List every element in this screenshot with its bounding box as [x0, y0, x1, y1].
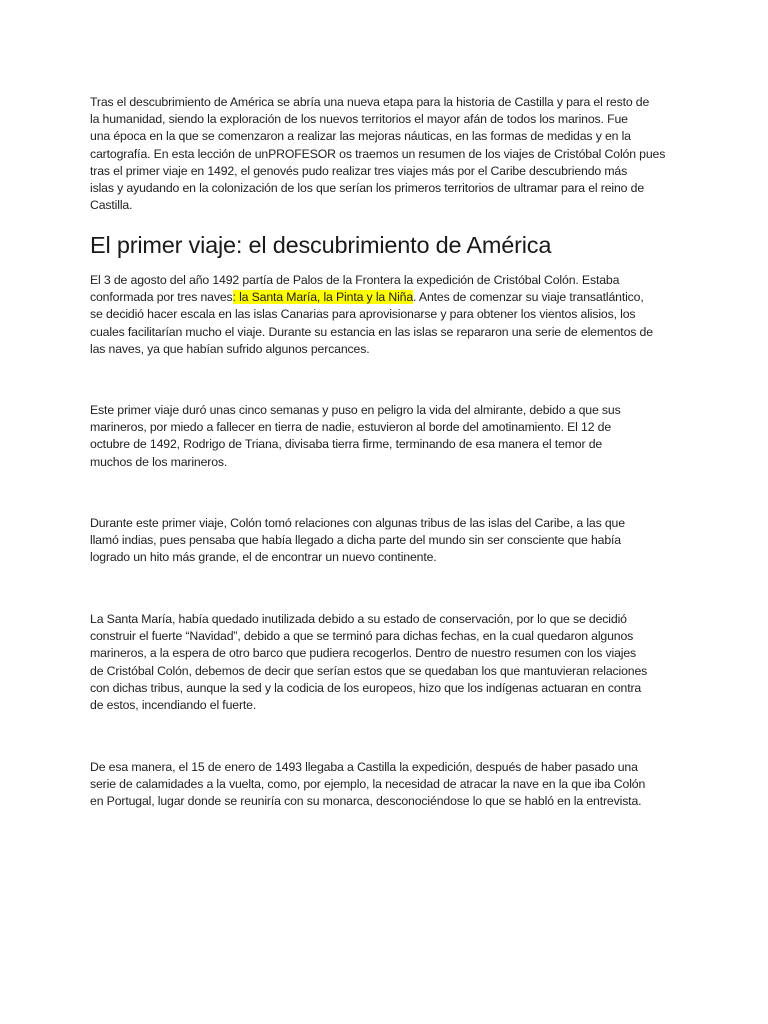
section-heading: El primer viaje: el descubrimiento de América [90, 232, 552, 258]
paragraph-line: islas y ayudando en la colonización de los que serían los primeros territorios de ultramar para el reino de [90, 181, 645, 196]
paragraph-line: construir el fuerte “Navidad”, debido a que se terminó para dichas fechas, en la cual quedaron algunos [90, 629, 634, 644]
paragraph-line: logrado un hito más grande, el de encontrar un nuevo continente. [90, 550, 437, 565]
paragraph-line: La Santa María, había quedado inutilizada debido a su estado de conservación, por lo que se decidió [90, 612, 627, 626]
paragraph-navidad [90, 611, 690, 714]
paragraph-line: octubre de 1492, Rodrigo de Triana, divisaba tierra firme, terminando de esa manera el temor de [90, 437, 603, 452]
paragraph-line: llamó indias, pues pensaba que había llegado a dicha parte del mundo sin ser consciente que había [90, 533, 621, 548]
intro-paragraph [90, 94, 690, 214]
paragraph-line: El 3 de agosto del año 1492 partía de Palos de la Frontera la expedición de Cristóbal Colón. Estaba [90, 273, 620, 287]
paragraph-line: marineros, a la espera de otro barco que pudiera recogerlos. Dentro de nuestro resumen con los viajes [90, 646, 637, 661]
paragraph-line: se decidió hacer escala en las islas Canarias para aprovisionarse y para obtener los vientos alisios, los [90, 307, 636, 322]
paragraph-line: la humanidad, siendo la exploración de los nuevos territorios el mayor afán de todos los marinos. Fue [90, 112, 628, 127]
paragraph-line: con dichas tribus, aunque la sed y la codicia de los europeos, hizo que los indígenas actuaran en contra [90, 680, 642, 695]
paragraph-line: Durante este primer viaje, Colón tomó relaciones con algunas tribus de las islas del Caribe, a las que [90, 516, 625, 530]
paragraph-line: De esa manera, el 15 de enero de 1493 llegaba a Castilla la expedición, después de haber pasado una [90, 760, 638, 774]
paragraph-line [90, 289, 690, 306]
paragraph-return [90, 759, 690, 811]
paragraph-voyage [90, 402, 690, 471]
paragraph-line: Este primer viaje duró unas cinco semanas y puso en peligro la vida del almirante, debido a que sus [90, 403, 621, 417]
paragraph-line: Castilla. [90, 198, 133, 213]
line-segment: . Antes de comenzar su viaje transatlántico, [413, 290, 644, 305]
paragraph-line: serie de calamidades a la vuelta, como, por ejemplo, la necesidad de atracar la nave en la que iba Colón [90, 777, 646, 792]
paragraph-line: marineros, por miedo a fallecer en tierra de nadie, estuvieron al borde del amotinamiento. El 12 de [90, 420, 612, 435]
line-segment: conformada por tres naves [90, 290, 233, 305]
paragraph-line: de estos, incendiando el fuerte. [90, 698, 257, 713]
paragraph-line: en Portugal, lugar donde se reuniría con su monarca, desconociéndose lo que se habló en la entrevista. [90, 794, 642, 809]
paragraph-line: de Cristóbal Colón, debemos de decir que serían estos que se quedaban los que mantuvieran relaciones [90, 663, 648, 678]
paragraph-tribes [90, 515, 690, 567]
paragraph-line: cuales facilitarían mucho el viaje. Durante su estancia en las islas se repararon una serie de elementos de [90, 324, 653, 339]
highlighted-ship-names: : la Santa María, la Pinta y la Niña [232, 290, 414, 305]
paragraph-departure [90, 272, 690, 358]
paragraph-line: tras el primer viaje en 1492, el genovés pudo realizar tres viajes más por el Caribe descubriendo más [90, 163, 628, 178]
paragraph-line: una época en la que se comenzaron a realizar las mejoras náuticas, en las formas de medidas y en la [90, 129, 631, 144]
paragraph-line: cartografía. En esta lección de unPROFESOR os traemos un resumen de los viajes de Cristóbal Colón pues [90, 146, 666, 161]
paragraph-line: Tras el descubrimiento de América se abría una nueva etapa para la historia de Castilla y para el resto de [90, 95, 650, 109]
paragraph-line: las naves, ya que habían sufrido algunos percances. [90, 341, 370, 356]
paragraph-line: muchos de los marineros. [90, 454, 228, 469]
